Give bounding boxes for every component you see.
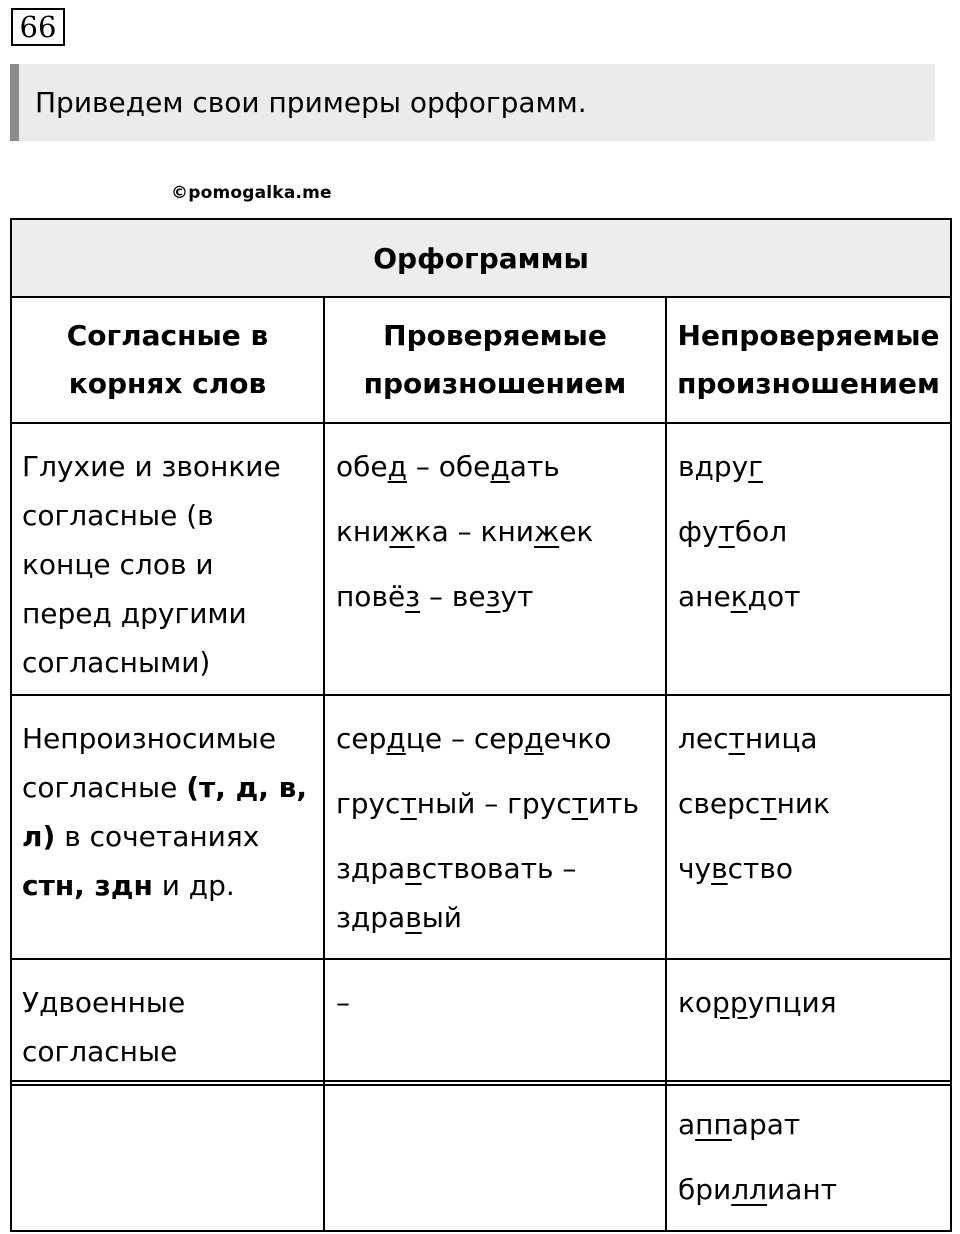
task-number: 66 <box>11 8 65 46</box>
table-row <box>11 695 951 959</box>
example-word: бриллиант <box>678 1173 838 1206</box>
category-voiced-voiceless: Глухие и звонкие согласные (в конце слов и перед другими согласными) <box>11 423 324 695</box>
example-word: лестница <box>678 722 818 755</box>
example-word: аппарат <box>678 1108 801 1141</box>
example-word: грустный – грустить <box>336 787 639 820</box>
task-instruction: Приведем свои примеры орфограмм. <box>10 64 935 141</box>
unchecked-examples <box>666 959 951 1085</box>
category-double-consonants: Удвоенные согласные <box>11 959 324 1085</box>
unchecked-examples <box>666 423 951 695</box>
orthogram-table <box>10 218 952 1086</box>
example-word: здравствовать – <box>336 852 577 885</box>
unchecked-examples <box>666 695 951 959</box>
example-word: здравый <box>336 901 463 934</box>
table-row <box>11 959 951 1085</box>
example-word: вдруг <box>678 450 763 483</box>
header-unchecked-by-pronunciation: Непроверяемые произношением <box>666 297 951 423</box>
example-word: коррупция <box>678 986 837 1019</box>
example-word: чувство <box>678 852 793 885</box>
unchecked-examples <box>666 1081 951 1231</box>
table-row <box>11 423 951 695</box>
checked-examples <box>324 423 666 695</box>
example-word: сверстник <box>678 787 831 820</box>
empty-cell <box>11 1081 324 1231</box>
checked-examples <box>324 695 666 959</box>
watermark: ©pomogalka.me <box>171 183 332 203</box>
example-word: – <box>336 986 350 1019</box>
empty-cell <box>324 1081 666 1231</box>
orthogram-table-continuation <box>10 1080 952 1232</box>
header-consonants-in-roots: Согласные в корнях слов <box>11 297 324 423</box>
category-unpronounceable: Непроизносимые согласные (т, д, в, л) в сочетаниях стн, здн и др. <box>11 695 324 959</box>
checked-examples <box>324 959 666 1085</box>
example-word: обед – обедать <box>336 450 560 483</box>
example-word: книжка – книжек <box>336 515 594 548</box>
table-row <box>11 1081 951 1231</box>
example-word: сердце – сердечко <box>336 722 612 755</box>
example-word: анекдот <box>678 580 801 613</box>
header-checked-by-pronunciation: Проверяемые произношением <box>324 297 666 423</box>
table-title: Орфограммы <box>11 219 951 297</box>
example-word: футбол <box>678 515 788 548</box>
example-word: повёз – везут <box>336 580 534 613</box>
